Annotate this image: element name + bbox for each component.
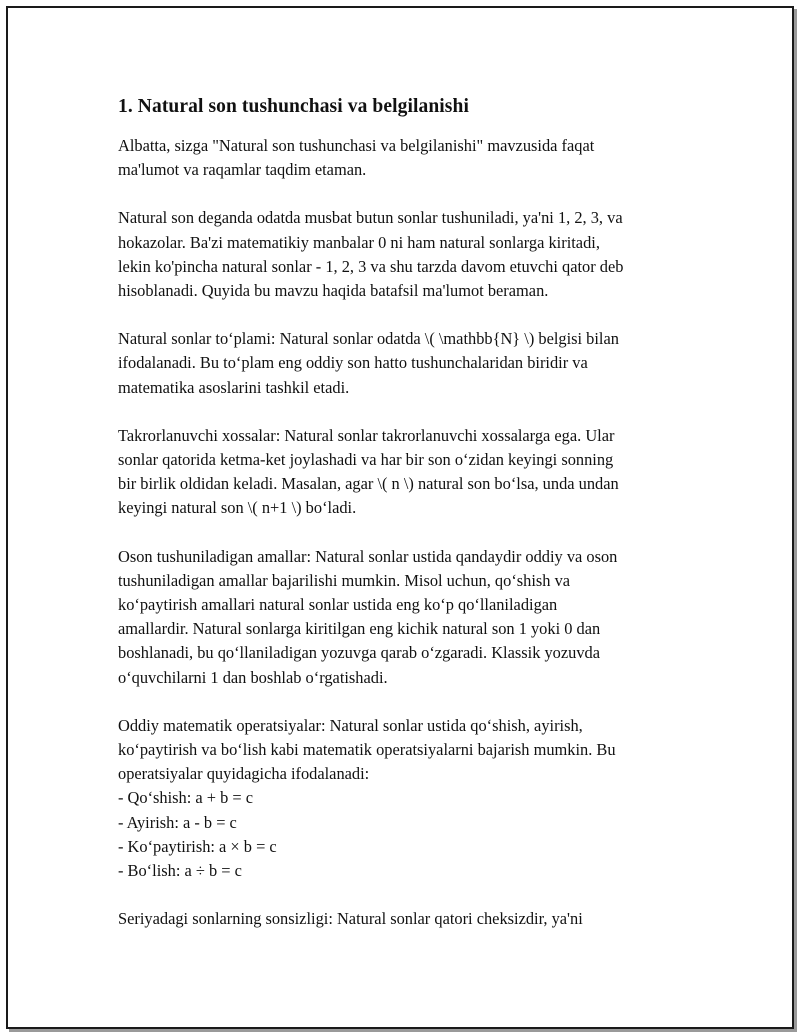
text-line: o‘quvchilarni 1 dan boshlab o‘rgatishadi. — [118, 667, 388, 687]
list-item-subtraction: - Ayirish: a - b = c — [118, 812, 237, 832]
text-line: Seriyadagi sonlarning sonsizligi: Natural sonlar qatori cheksizdir, ya'ni — [118, 909, 583, 929]
text-line: sonlar qatorida ketma-ket joylashadi va har bir son o‘zidan keyingi sonning — [118, 450, 614, 470]
text-line: Albatta, sizga "Natural son tushunchasi va belgilanishi" mavzusida faqat — [118, 136, 595, 155]
text-line: ko‘paytirish va bo‘lish kabi matematik operatsiyalarni bajarish mumkin. Bu — [118, 740, 616, 760]
paragraph-infinity — [118, 907, 698, 931]
text-line: bir birlik oldidan keladi. Masalan, agar \( n \) natural son bo‘lsa, unda undan — [118, 474, 619, 494]
list-item-division: - Bo‘lish: a ÷ b = c — [118, 861, 242, 881]
paragraph-intro — [118, 134, 698, 182]
list-item-addition: - Qo‘shish: a + b = c — [118, 788, 254, 808]
text-line: hokazolar. Ba'zi matematikiy manbalar 0 ni ham natural sonlarga kiritadi, — [118, 232, 600, 252]
text-line: ma'lumot va raqamlar taqdim etaman. — [118, 160, 367, 180]
text-line: ko‘paytirish amallari natural sonlar ustida eng ko‘p qo‘llaniladigan — [118, 595, 558, 615]
text-line: keyingi natural son \( n+1 \) bo‘ladi. — [118, 498, 357, 518]
text-line: operatsiyalar quyidagicha ifodalanadi: — [118, 764, 370, 784]
paragraph-set — [118, 327, 698, 400]
text-line: matematika asoslarini tashkil etadi. — [118, 377, 350, 397]
paragraph-definition — [118, 206, 698, 303]
text-line: hisoblanadi. Quyida bu mavzu haqida batafsil ma'lumot beraman. — [118, 281, 549, 301]
text-line: lekin ko'pincha natural sonlar - 1, 2, 3 va shu tarzda davom etuvchi qator deb — [118, 256, 624, 276]
paragraph-math-operations — [118, 714, 698, 883]
text-line: boshlanadi, bu qo‘llaniladigan yozuvga qarab o‘zgaradi. Klassik yozuvda — [118, 643, 601, 663]
list-item-multiplication: - Ko‘paytirish: a × b = c — [118, 836, 277, 856]
text-line: Natural sonlar to‘plami: Natural sonlar odatda \( \mathbb{N} \) belgisi bilan — [118, 329, 619, 349]
text-line: amallardir. Natural sonlarga kiritilgan eng kichik natural son 1 yoki 0 dan — [118, 619, 601, 639]
text-line: ifodalanadi. Bu to‘plam eng oddiy son hatto tushunchalaridan biridir va — [118, 353, 588, 373]
text-line: Oddiy matematik operatsiyalar: Natural sonlar ustida qo‘shish, ayirish, — [118, 715, 583, 735]
paragraph-properties — [118, 424, 698, 521]
document-body — [118, 92, 698, 955]
document-title: 1. Natural son tushunchasi va belgilanishi — [118, 96, 469, 117]
text-line: tushuniladigan amallar bajarilishi mumkin. Misol uchun, qo‘shish va — [118, 570, 571, 590]
text-line: Natural son deganda odatda musbat butun sonlar tushuniladi, ya'ni 1, 2, 3, va — [118, 208, 623, 228]
text-line: Oson tushuniladigan amallar: Natural sonlar ustida qandaydir oddiy va oson — [118, 546, 618, 566]
text-line: Takrorlanuvchi xossalar: Natural sonlar takrorlanuvchi xossalarga ega. Ular — [118, 425, 615, 445]
paragraph-operations-easy — [118, 545, 698, 690]
